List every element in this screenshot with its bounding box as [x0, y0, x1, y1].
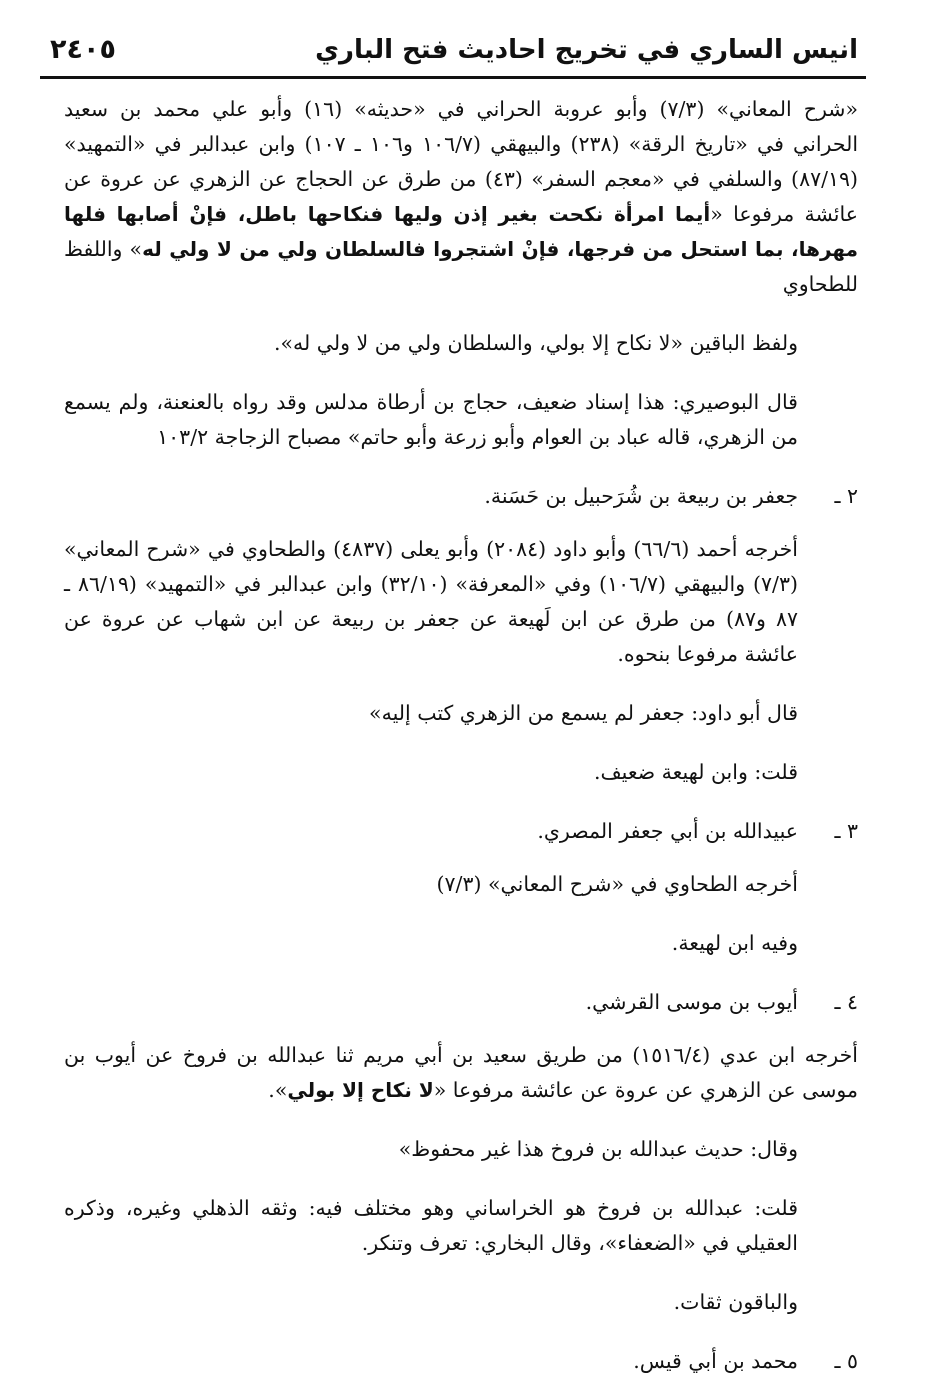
page-body	[64, 92, 858, 1397]
paragraph: أخرجه أحمد (٦٦/٦) وأبو داود (٢٠٨٤) وأبو يعلى (٤٨٣٧) والطحاوي في «شرح المعاني» (٧/٣) والبيهقي (١٠٦/٧) وفي «المعرفة» (٣٢/١٠) وابن عبدالبر في «التمهيد» (٨٦/١٩ ـ ٨٧ و٨٧) من طرق عن ابن لَهيعة عن جعفر بن ربيعة عن ابن شهاب عن عروة عن عائشة مرفوعا بنحوه.	[64, 537, 799, 666]
entry-number: ٥ ـ	[834, 1349, 858, 1373]
entry-title: عبيدالله بن أبي جعفر المصري.	[537, 819, 798, 843]
paragraph	[64, 92, 858, 302]
paragraph: وقال: حديث عبدالله بن فروخ هذا غير محفوظ»	[398, 1137, 798, 1161]
text-run: أخرجه ابن عدي (١٥١٦/٤) من طريق سعيد بن أبي مريم ثنا عبدالله بن فروخ عن أيوب بن موسى عن الزهري عن عروة عن عائشة مرفوعا «	[64, 1043, 858, 1102]
paragraph: قال أبو داود: جعفر لم يسمع من الزهري كتب إليه»	[369, 701, 798, 725]
paragraph: ولفظ الباقين «لا نكاح إلا بولي، والسلطان ولي من لا ولي له».	[273, 331, 798, 355]
text-run: » واللفظ للطحاوي	[64, 237, 858, 296]
narrator-entry	[64, 985, 858, 1020]
paragraph: أخرجه الطحاوي في «شرح المعاني» (٧/٣)	[436, 872, 798, 896]
hadith-text: أيما امرأة نكحت بغير إذن وليها فنكاحها باطل، فإنْ أصابها فلها مهرها، بما استحل من فرجها، فإنْ اشتجروا فالسلطان ولي من لا ولي له	[64, 202, 859, 261]
narrator-entry	[64, 814, 858, 849]
text-run: ».	[268, 1078, 288, 1102]
paragraph: قلت: عبدالله بن فروخ هو الخراساني وهو مختلف فيه: وثقه الذهلي وغيره، وذكره العقيلي في «الضعفاء»، وقال البخاري: تعرف وتنكر.	[64, 1196, 798, 1255]
entry-title: محمد بن أبي قيس.	[633, 1349, 798, 1373]
entry-number: ٤ ـ	[834, 990, 858, 1014]
paragraph: والباقون ثقات.	[673, 1290, 798, 1314]
entry-title: أيوب بن موسى القرشي.	[585, 990, 798, 1014]
page-number: ٢٤٠٥	[50, 34, 116, 65]
header-rule	[40, 76, 866, 79]
text-run: «شرح المعاني» (٧/٣) وأبو عروبة الحراني في «حديثه» (١٦) وأبو علي محمد بن سعيد الحراني في «تاريخ الرقة» (٢٣٨) والبيهقي (١٠٦/٧ و١٠٦ ـ ١٠٧) وابن عبدالبر في «التمهيد» (٨٧/١٩) والسلفي في «معجم السفر» (٤٣) من طرق عن الحجاج عن الزهري عن عروة عن عائشة مرفوعا «	[64, 97, 859, 226]
entry-number: ٢ ـ	[834, 484, 858, 508]
narrator-entry	[64, 479, 858, 514]
entry-title: جعفر بن ربيعة بن شُرَحبيل بن حَسَنة.	[484, 484, 798, 508]
hadith-text: لا نكاح إلا بولي	[287, 1078, 434, 1102]
paragraph: قلت: وابن لهيعة ضعيف.	[593, 760, 798, 784]
page-header	[50, 34, 858, 65]
paragraph: وفيه ابن لهيعة.	[671, 931, 798, 955]
paragraph	[64, 1038, 858, 1108]
running-title: انيس الساري في تخريج احاديث فتح الباري	[315, 35, 858, 65]
narrator-entry	[64, 1344, 858, 1379]
paragraph: قال البوصيري: هذا إسناد ضعيف، حجاج بن أرطاة مدلس وقد رواه بالعنعنة، ولم يسمع من الزهري، قاله عباد بن العوام وأبو زرعة وأبو حاتم» مصباح الزجاجة ١٠٣/٢	[64, 390, 798, 449]
entry-number: ٣ ـ	[834, 819, 858, 843]
